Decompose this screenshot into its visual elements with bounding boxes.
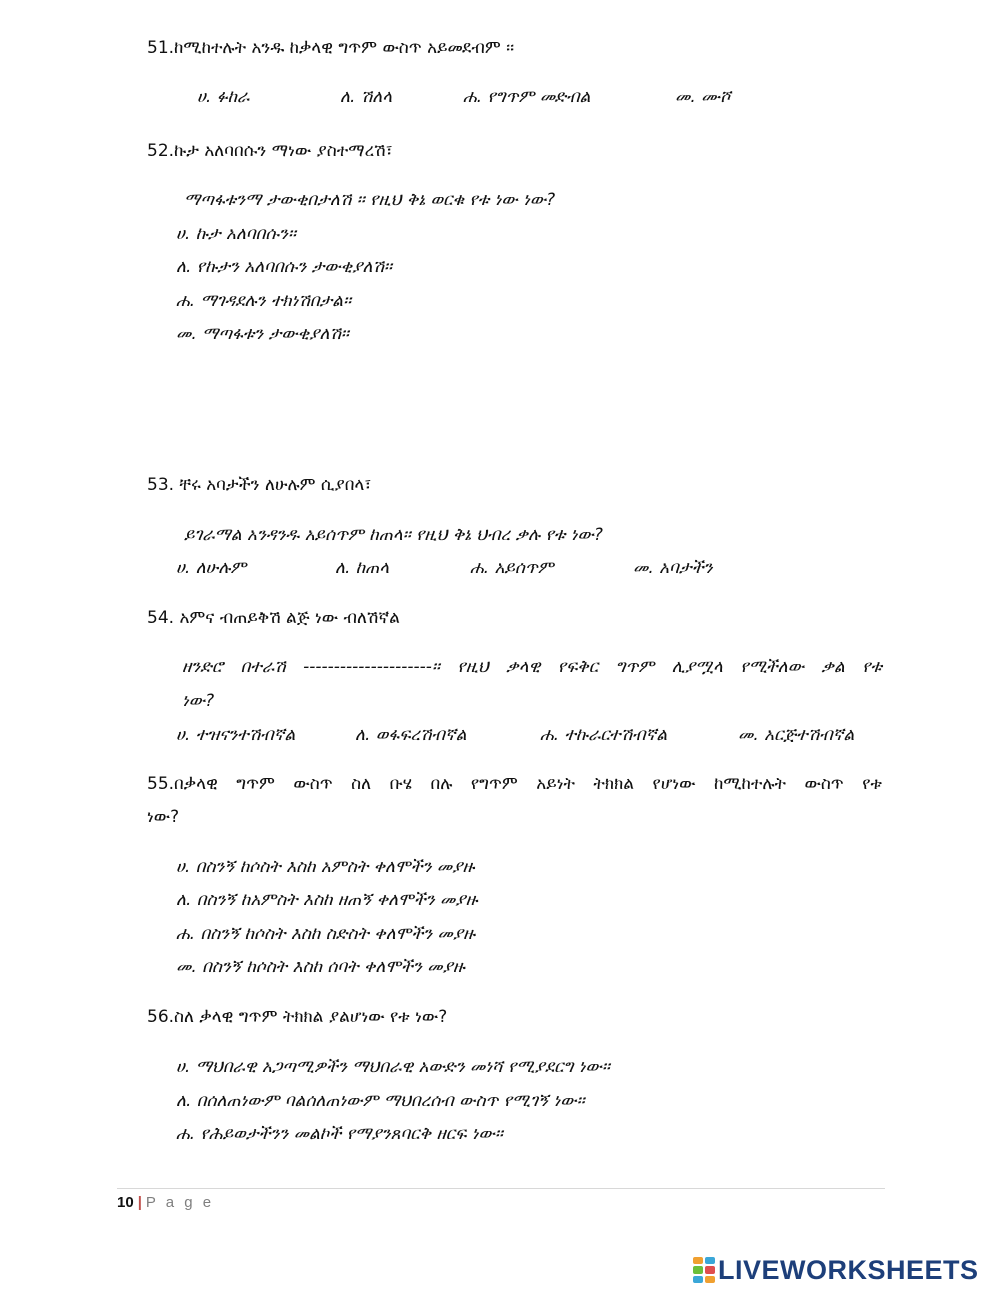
q51-option-c: ሐ. የግጥም መድብል xyxy=(463,87,591,107)
q54-option-a: ሀ. ተዝናንተሽብኛል xyxy=(176,725,296,745)
q55-option-d: መ. በስንኝ ከሶስት እስከ ሰባት ቀለሞችን መያዙ xyxy=(176,957,465,977)
q53-poem-line: ይገራማል አንዳንዱ አይሰጥም ከጠላ፡፡ የዚህ ቅኔ ህብረ ቃሉ የቱ ነው? xyxy=(184,525,603,545)
q51-option-b: ለ. ሽለላ xyxy=(340,87,393,107)
q55-option-b: ለ. በስንኝ ከአምስት እስከ ዘጠኝ ቀለሞችን መያዙ xyxy=(176,890,478,910)
q52-option-d: መ. ማጣፋቱን ታውቂያለሽ፡፡ xyxy=(176,324,349,344)
q54-option-c: ሐ. ተኩራርተሽብኛል xyxy=(540,725,668,745)
question-51-stem: 51.ከሚከተሉት አንዱ ከቃላዊ ግጥም ውስጥ አይመደብም ፡፡ xyxy=(147,38,515,58)
q52-option-b: ለ. የኩታን አለባበሱን ታውቂያለሽ፡፡ xyxy=(176,257,392,277)
q51-option-d: መ. ሙሾ xyxy=(675,87,731,107)
q53-option-a: ሀ. ለሁሉም xyxy=(176,558,247,578)
q55-option-c: ሐ. በስንኝ ከሶስት እስከ ስድስት ቀለሞችን መያዙ xyxy=(176,924,476,944)
q52-option-c: ሐ. ማገዳደሉን ተክነሽበታል፡፡ xyxy=(176,291,352,311)
q56-option-b: ለ. በሰለጠነውም ባልሰለጠነውም ማህበረሰብ ውስጥ የሚገኝ ነው፡፡ xyxy=(176,1091,585,1111)
question-55-stem: 55.በቃላዊ ግጥም ውስጥ ስለ ቡሄ በሉ የግጥም አይነት ትክክል የሆነው ከሚከተሉት ውስጥ የቱ xyxy=(147,774,882,794)
q53-option-b: ለ. ከጠላ xyxy=(335,558,390,578)
q56-option-c: ሐ. የሕይወታችንን መልኮች የማያንጸባርቅ ዘርፍ ነው፡፡ xyxy=(176,1124,503,1144)
q51-option-a: ሀ. ፉከራ xyxy=(197,87,250,107)
q52-option-a: ሀ. ኩታ አለባበሱን፡፡ xyxy=(176,224,296,244)
liveworksheets-logo-icon xyxy=(693,1257,715,1283)
q54-poem-line: ዘንድሮ በተራሽ ---------------------፡፡ የዚህ ቃላዊ የፍቅር ግጥም ሊያሟላ የሚችለው ቃል የቱ xyxy=(182,657,882,677)
question-55-stem-end: ነው? xyxy=(147,807,180,827)
liveworksheets-logo-text: LIVEWORKSHEETS xyxy=(718,1254,979,1285)
q54-option-b: ለ. ወፋፍረሽብኛል xyxy=(355,725,467,745)
q54-poem-line-end: ነው? xyxy=(182,691,215,711)
q52-poem-line: ማጣፋቱንማ ታውቂበታለሽ ፡፡ የዚህ ቅኔ ወርቁ የቱ ነው ነው? xyxy=(184,190,556,210)
page-footer xyxy=(117,1194,214,1211)
page-separator: | xyxy=(137,1194,142,1211)
footer-divider xyxy=(117,1188,885,1189)
question-53-stem: 53. ቸሩ አባታችን ለሁሉም ሲያበላ፣ xyxy=(147,475,372,495)
page-label: P a g e xyxy=(145,1194,215,1211)
question-56-stem: 56.ስለ ቃላዊ ግጥም ትክክል ያልሆነው የቱ ነው? xyxy=(147,1007,448,1027)
q55-option-a: ሀ. በስንኝ ከሶስት እስከ አምስት ቀለሞችን መያዙ xyxy=(176,857,475,877)
q54-option-d: መ. አርጅተሽብኛል xyxy=(738,725,855,745)
q53-option-c: ሐ. አይሰጥም xyxy=(470,558,554,578)
q56-option-a: ሀ. ማህበራዊ አጋጣሚዎችን ማህበራዊ አውድን መነሻ የሚያደርግ ነው፡፡ xyxy=(176,1057,610,1077)
question-54-stem: 54. አምና ብጠይቅሽ ልጅ ነው ብለሽኛል xyxy=(147,608,400,628)
page-number: 10 xyxy=(117,1194,134,1211)
q53-option-d: መ. አባታችን xyxy=(633,558,713,578)
liveworksheets-logo xyxy=(693,1253,979,1287)
question-52-stem: 52.ኩታ አለባበሱን ማነው ያስተማረሽ፣ xyxy=(147,141,393,161)
